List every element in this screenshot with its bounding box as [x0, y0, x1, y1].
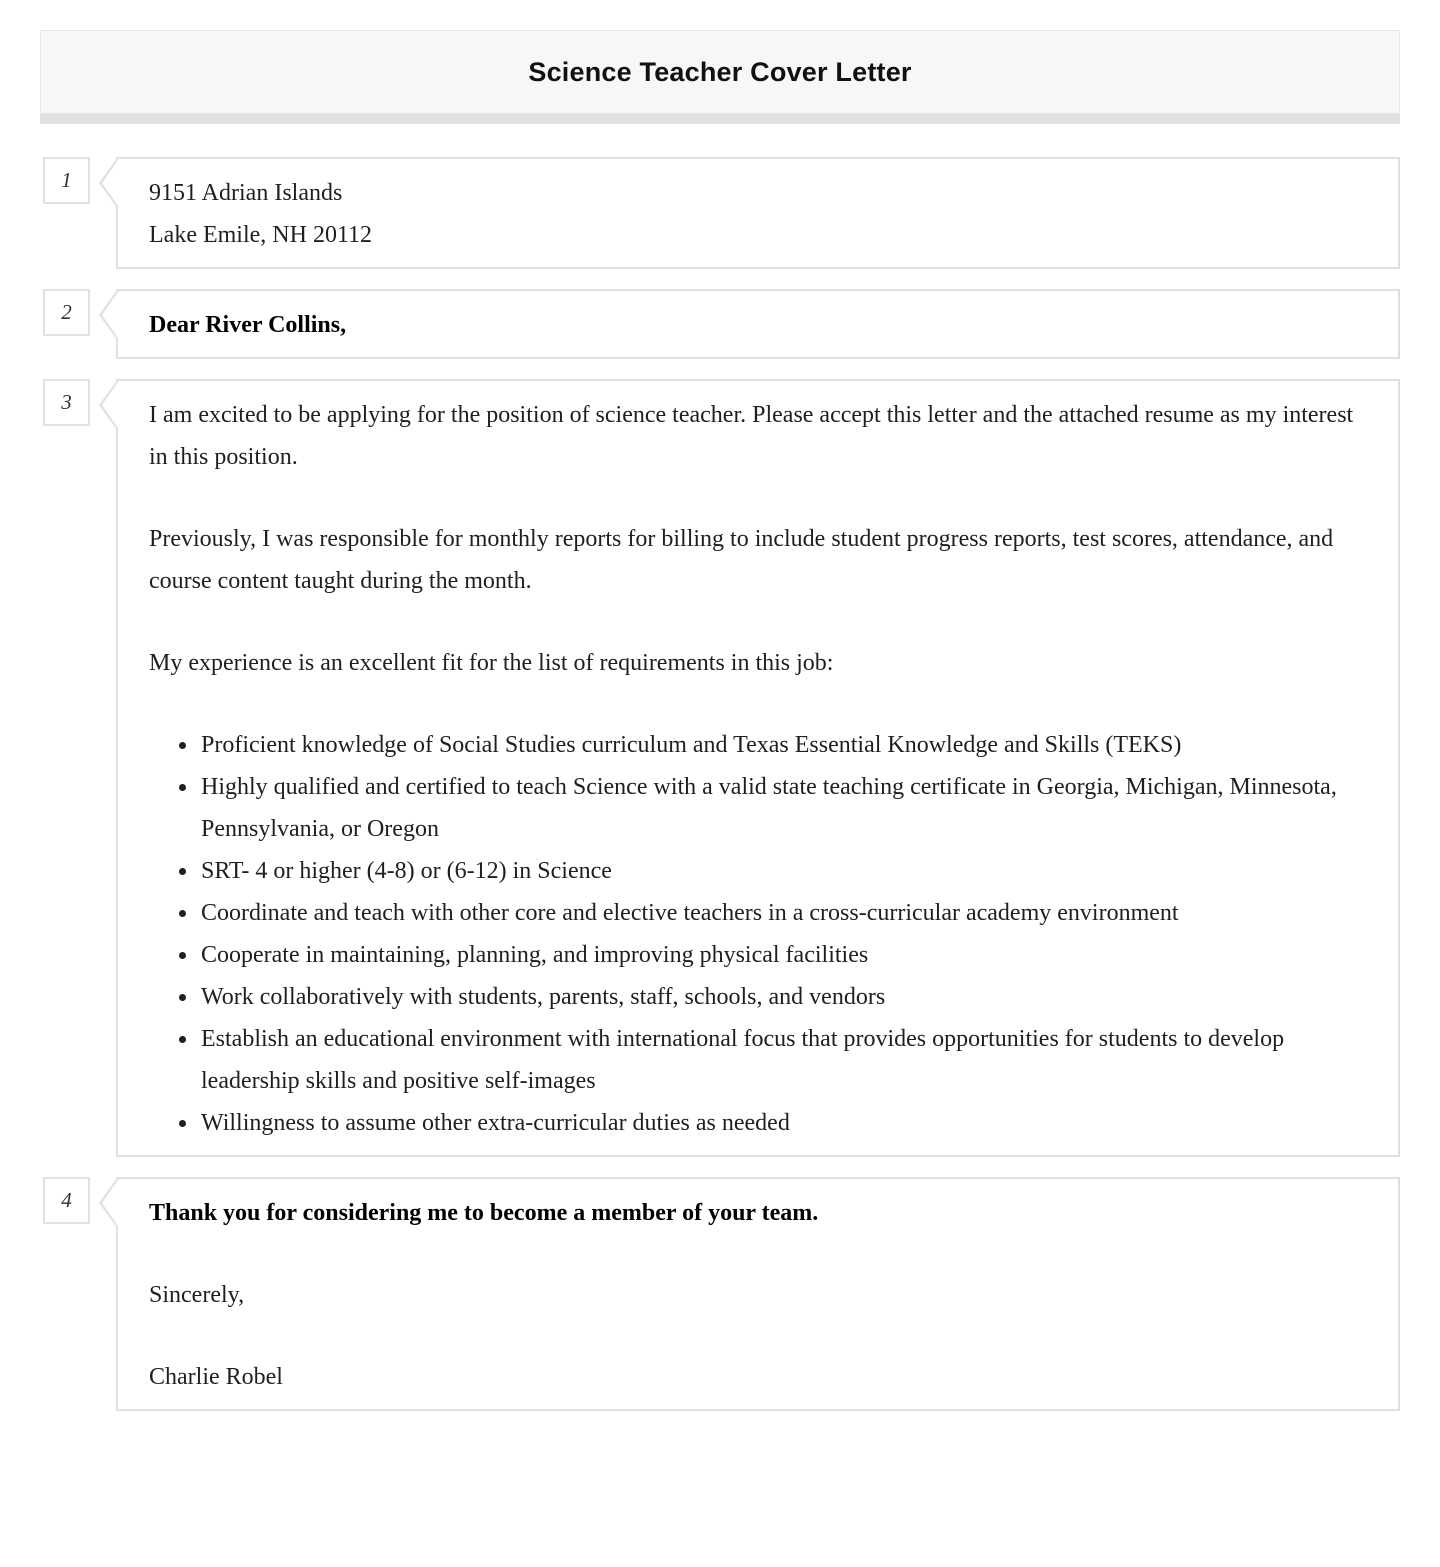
body-paragraph: I am excited to be applying for the position of science teacher. Please accept this letter and the attached resume as my interest in this position. — [149, 402, 1354, 470]
bullet-item: • Work collaboratively with students, parents, staff, schools, and vendors — [199, 976, 1367, 1018]
section-body — [40, 379, 1400, 1157]
bullet-item: • Proficient knowledge of Social Studies curriculum and Texas Essential Knowledge and Skills (TEKS) — [199, 724, 1367, 766]
section-bubble-address — [116, 157, 1400, 269]
letter-body — [40, 157, 1400, 1411]
bullet-item: • Establish an educational environment with international focus that provides opportunities for students to develop leadership skills and positive self-images — [199, 1018, 1367, 1102]
section-number-badge — [43, 157, 90, 204]
page-title: Science Teacher Cover Letter — [528, 56, 912, 87]
bullet-item: • Cooperate in maintaining, planning, and improving physical facilities — [199, 934, 1367, 976]
section-number-badge — [43, 289, 90, 336]
body-paragraph: Previously, I was responsible for monthly reports for billing to include student progress reports, test scores, attendance, and course content taught during the month. — [149, 526, 1334, 594]
section-number: 2 — [61, 300, 72, 324]
section-address — [40, 157, 1400, 269]
section-number-badge — [43, 1177, 90, 1224]
section-bubble-body — [116, 379, 1400, 1157]
section-number: 4 — [61, 1188, 72, 1212]
bullet-item: • Willingness to assume other extra-curricular duties as needed — [199, 1102, 1367, 1144]
signature-text: Charlie Robel — [149, 1364, 283, 1390]
closing-text: Thank you for considering me to become a member of your team. — [149, 1200, 819, 1226]
section-greeting — [40, 289, 1400, 359]
bullet-item: • Highly qualified and certified to teach Science with a valid state teaching certificate in Georgia, Michigan, Minnesota, Pennsylvania, or Oregon — [199, 766, 1367, 850]
header-shadow-strip — [40, 114, 1400, 124]
header — [40, 30, 1400, 124]
section-bubble-greeting — [116, 289, 1400, 359]
signoff-text: Sincerely, — [149, 1282, 245, 1308]
address-line: 9151 Adrian Islands — [149, 180, 343, 206]
bullet-item: • SRT- 4 or higher (4-8) or (6-12) in Science — [199, 850, 1367, 892]
section-bubble-closing — [116, 1177, 1400, 1411]
header-bar — [40, 30, 1400, 114]
body-paragraph: My experience is an excellent fit for the list of requirements in this job: — [149, 650, 834, 676]
section-number-badge — [43, 379, 90, 426]
section-number: 1 — [61, 168, 72, 192]
address-line: Lake Emile, NH 20112 — [149, 222, 373, 248]
requirements-list — [149, 724, 1367, 1144]
section-number: 3 — [61, 390, 72, 414]
section-closing — [40, 1177, 1400, 1411]
greeting-text: Dear River Collins, — [149, 312, 347, 338]
bullet-item: • Coordinate and teach with other core and elective teachers in a cross-curricular academy environment — [199, 892, 1367, 934]
